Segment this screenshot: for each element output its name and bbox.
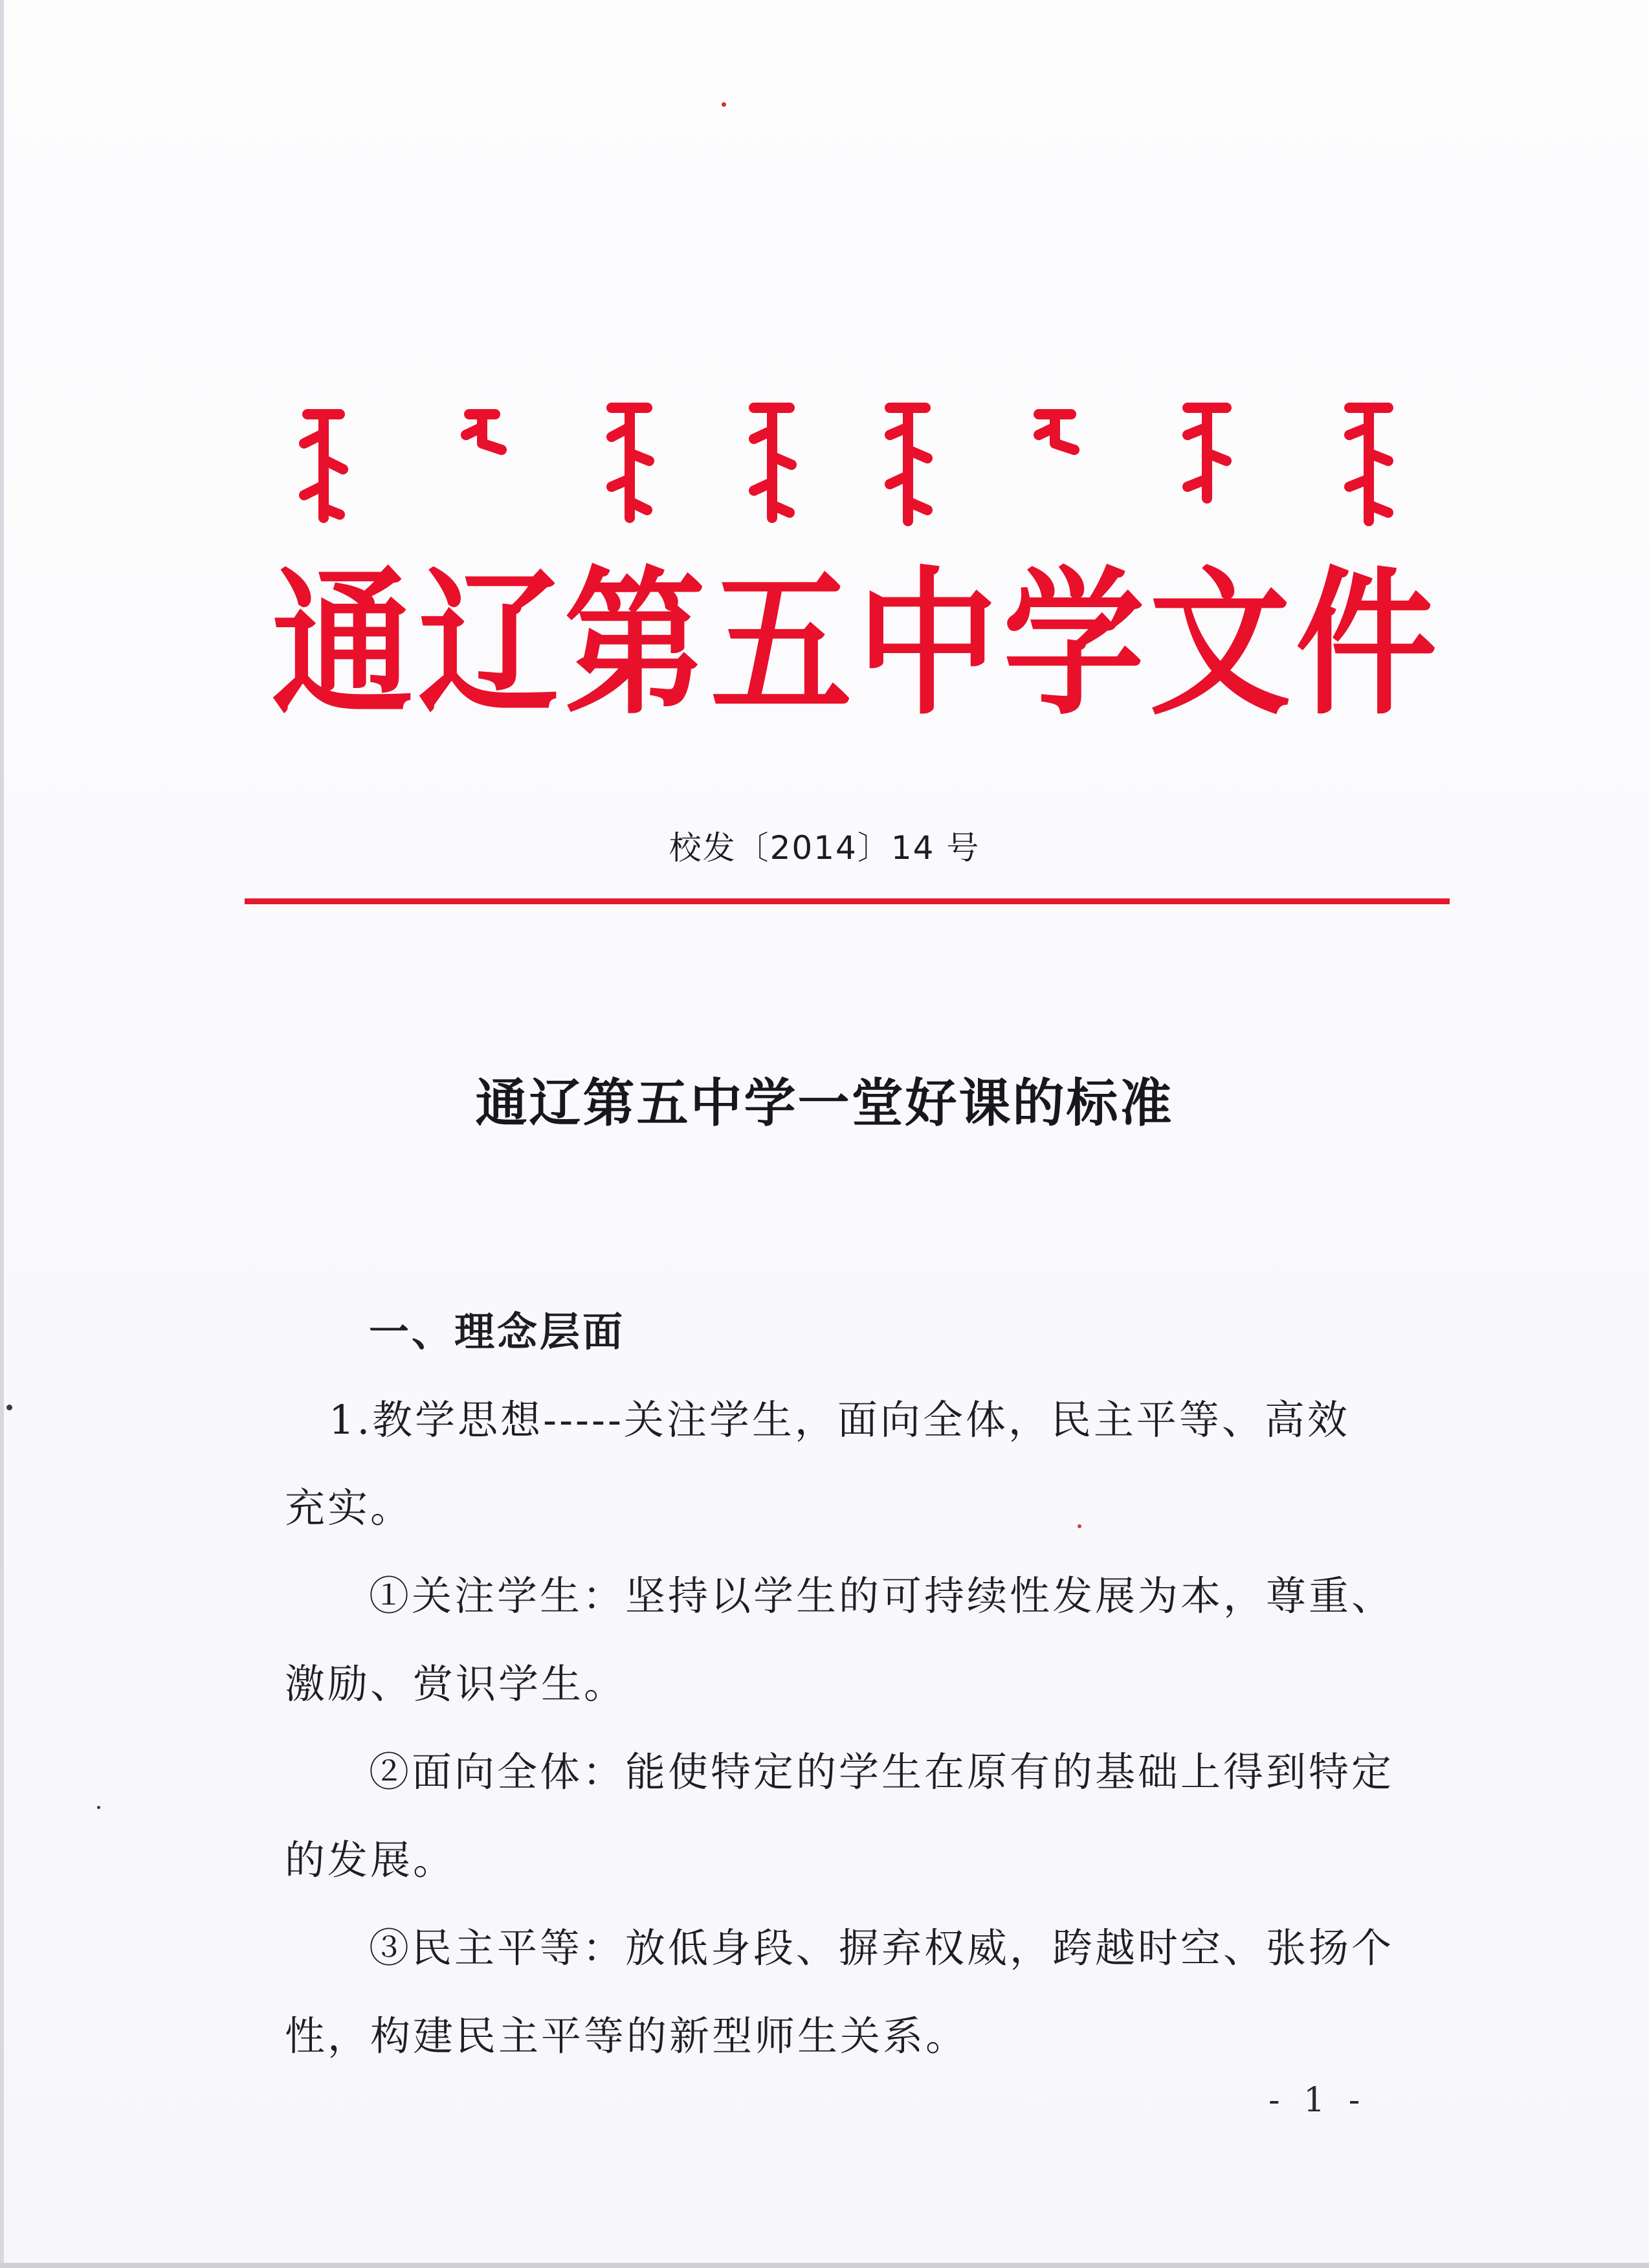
point-1-line-1: ①关注学生：坚持以学生的可持续性发展为本，尊重、 <box>369 1572 1395 1619</box>
red-divider-line <box>245 898 1450 904</box>
point-2-line-1: ②面向全体：能使特定的学生在原有的基础上得到特定 <box>369 1748 1395 1796</box>
item-1-line-1: 1.教学思想-----关注学生，面向全体，民主平等、高效 <box>329 1396 1350 1443</box>
scan-speck <box>97 1806 100 1809</box>
scan-edge-bottom <box>0 2263 1649 2268</box>
point-2-line-2: 的发展。 <box>285 1836 456 1884</box>
document-number: 校发〔2014〕14 号 <box>669 829 980 867</box>
section-heading: 一、理念层面 <box>369 1308 626 1355</box>
document-title: 通辽第五中学一堂好课的标准 <box>475 1073 1174 1133</box>
mongolian-script-graphic <box>294 388 1408 531</box>
page-number: - 1 - <box>1268 2081 1367 2120</box>
point-3-line-2: 性，构建民主平等的新型师生关系。 <box>285 2012 969 2060</box>
document-body <box>285 1288 1411 2080</box>
mongolian-title <box>294 388 1408 531</box>
scan-speck <box>722 102 726 107</box>
item-1-line-2: 充实。 <box>285 1484 414 1531</box>
scan-speck <box>1078 1524 1081 1528</box>
point-3-line-1: ③民主平等：放低身段、摒弃权威，跨越时空、张扬个 <box>369 1924 1395 1972</box>
point-1-line-2: 激励、赏识学生。 <box>285 1660 627 1707</box>
document-masthead: 通辽第五中学文件 <box>272 553 1442 737</box>
scan-speck <box>6 1405 12 1410</box>
